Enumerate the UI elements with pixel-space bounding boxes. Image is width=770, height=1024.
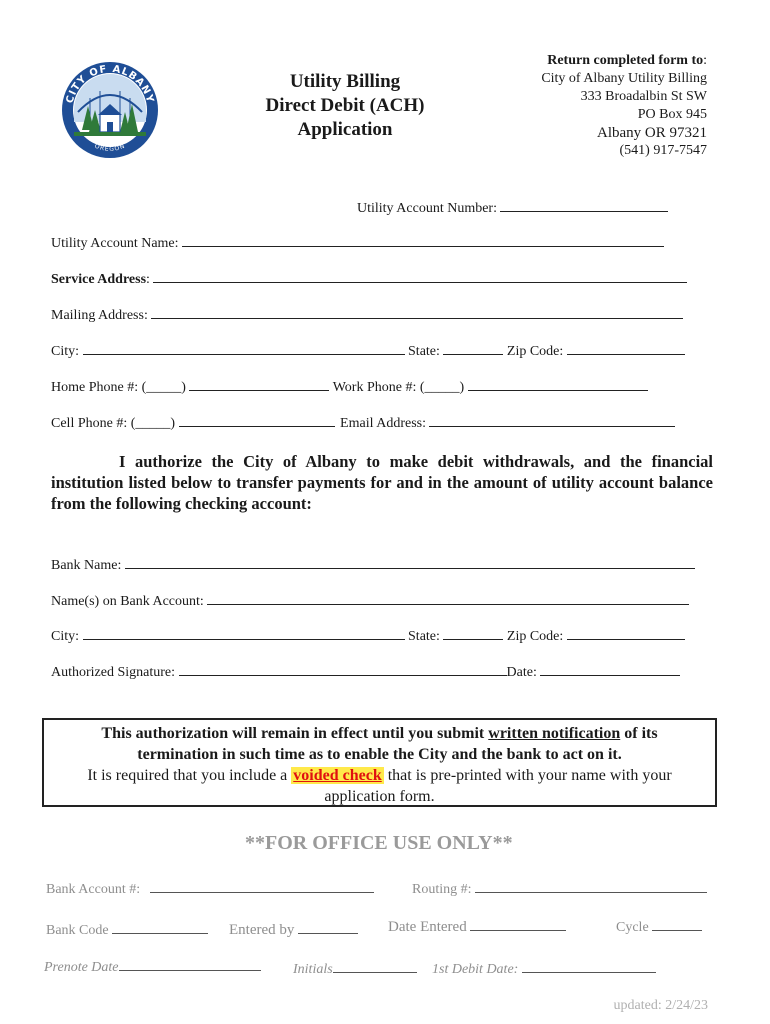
office-first-debit-row: [432, 959, 656, 978]
return-label: Return completed form to: [547, 53, 704, 68]
account-number-row: [357, 198, 668, 217]
office-cycle-label: Cycle: [616, 920, 649, 935]
zip-label: Zip Code:: [506, 344, 564, 359]
service-address-field[interactable]: [153, 269, 687, 283]
mailing-address-label: Mailing Address:: [51, 308, 148, 323]
phone-row: [51, 377, 648, 396]
names-on-account-row: [51, 591, 689, 610]
office-cycle-field[interactable]: [652, 917, 702, 931]
notice-line-4: application form.: [324, 788, 435, 805]
updated-date: updated: 2/24/23: [613, 998, 708, 1013]
signature-field[interactable]: [179, 662, 507, 676]
signature-date-field[interactable]: [540, 662, 680, 676]
office-first-debit-field[interactable]: [522, 959, 656, 973]
return-line-5: (541) 917-7547: [619, 143, 707, 158]
city-state-zip-row: [51, 341, 685, 360]
return-line-4: Albany OR 97321: [597, 125, 707, 141]
office-entered-by-field[interactable]: [298, 920, 358, 934]
city-field[interactable]: [83, 341, 405, 355]
bank-name-row: [51, 555, 695, 574]
service-address-row: Service Address:: [51, 269, 687, 288]
signature-date-label: Date:: [506, 665, 537, 680]
office-routing-label: Routing #:: [412, 882, 472, 897]
title-line-1: Utility Billing: [289, 71, 401, 92]
logo-text-bottom: OREGON: [93, 142, 127, 153]
office-date-entered-field[interactable]: [470, 917, 566, 931]
return-line-3: PO Box 945: [637, 107, 707, 122]
bank-state-label: State:: [408, 629, 440, 644]
service-address-label: Service Address: [51, 272, 147, 287]
office-bank-code-row: [46, 920, 208, 939]
account-name-row: [51, 233, 664, 252]
mailing-address-field[interactable]: [151, 305, 683, 319]
office-date-entered-row: [388, 917, 566, 936]
office-first-debit-label: 1st Debit Date:: [432, 962, 519, 977]
office-bank-code-field[interactable]: [112, 920, 208, 934]
office-bank-account-field[interactable]: [150, 879, 374, 893]
account-number-label: Utility Account Number:: [357, 201, 497, 216]
logo-text-top: CITY OF ALBANY: [64, 63, 156, 105]
office-bank-account-row: [46, 879, 374, 898]
title-line-2: Direct Debit (ACH): [265, 95, 425, 116]
bank-city-state-zip-row: [51, 626, 685, 645]
notice-line-1: This authorization will remain in effect until you submit written notification of its: [101, 725, 658, 742]
office-entered-by-row: [229, 920, 358, 939]
signature-row: [51, 662, 680, 681]
office-routing-row: [412, 879, 707, 898]
authorization-statement: I authorize the City of Albany to make debit withdrawals, and the financial institution listed below to transfer payments for and in the amount of utility account balance from the following checking account:: [51, 452, 713, 513]
office-prenote-row: [44, 957, 261, 976]
home-phone-field[interactable]: [189, 377, 329, 391]
notice-box: [42, 718, 717, 807]
bank-city-field[interactable]: [83, 626, 405, 640]
city-logo: [60, 60, 160, 160]
bank-zip-label: Zip Code:: [506, 629, 564, 644]
cell-phone-field[interactable]: [179, 413, 335, 427]
return-label-line: Return completed form to:: [547, 53, 707, 68]
office-routing-field[interactable]: [475, 879, 707, 893]
office-cycle-row: [616, 917, 702, 936]
work-phone-field[interactable]: [468, 377, 648, 391]
written-notification-text: written notification: [488, 725, 621, 742]
office-date-entered-label: Date Entered: [388, 919, 467, 935]
signature-label: Authorized Signature:: [51, 665, 176, 680]
office-prenote-field[interactable]: [119, 957, 261, 971]
account-name-label: Utility Account Name:: [51, 236, 179, 251]
title-line-3: Application: [297, 119, 393, 140]
return-line-2: 333 Broadalbin St SW: [580, 89, 707, 104]
return-line-1: City of Albany Utility Billing: [541, 71, 707, 86]
state-label: State:: [408, 344, 440, 359]
home-phone-label: Home Phone #: (_____): [51, 380, 186, 395]
office-use-heading: **FOR OFFICE USE ONLY**: [245, 832, 513, 854]
office-initials-field[interactable]: [333, 959, 417, 973]
names-on-account-label: Name(s) on Bank Account:: [51, 594, 204, 609]
voided-check-highlight: voided check: [293, 767, 382, 784]
work-phone-label: Work Phone #: (_____): [332, 380, 465, 395]
zip-field[interactable]: [567, 341, 685, 355]
office-initials-row: [293, 959, 417, 978]
bank-zip-field[interactable]: [567, 626, 685, 640]
city-label: City:: [51, 344, 80, 359]
office-prenote-label: Prenote Date: [44, 960, 119, 975]
office-initials-label: Initials: [293, 962, 333, 977]
cell-email-row: [51, 413, 675, 432]
state-field[interactable]: [443, 341, 503, 355]
return-address: [541, 52, 707, 160]
form-title: [240, 70, 450, 142]
notice-line-3: It is required that you include a voided check that is pre-printed with your name with your: [87, 767, 672, 784]
office-bank-code-label: Bank Code: [46, 923, 109, 938]
notice-line-2: termination in such time as to enable the City and the bank to act on it.: [137, 746, 622, 763]
bank-name-field[interactable]: [125, 555, 695, 569]
cell-phone-label: Cell Phone #: (_____): [51, 416, 176, 431]
account-name-field[interactable]: [182, 233, 664, 247]
bank-city-label: City:: [51, 629, 80, 644]
email-label: Email Address:: [340, 416, 426, 431]
names-on-account-field[interactable]: [207, 591, 689, 605]
bank-name-label: Bank Name:: [51, 558, 122, 573]
office-bank-account-label: Bank Account #:: [46, 882, 141, 897]
mailing-address-row: [51, 305, 683, 324]
bank-state-field[interactable]: [443, 626, 503, 640]
office-entered-by-label: Entered by: [229, 922, 295, 938]
account-number-field[interactable]: [500, 198, 668, 212]
email-field[interactable]: [429, 413, 675, 427]
